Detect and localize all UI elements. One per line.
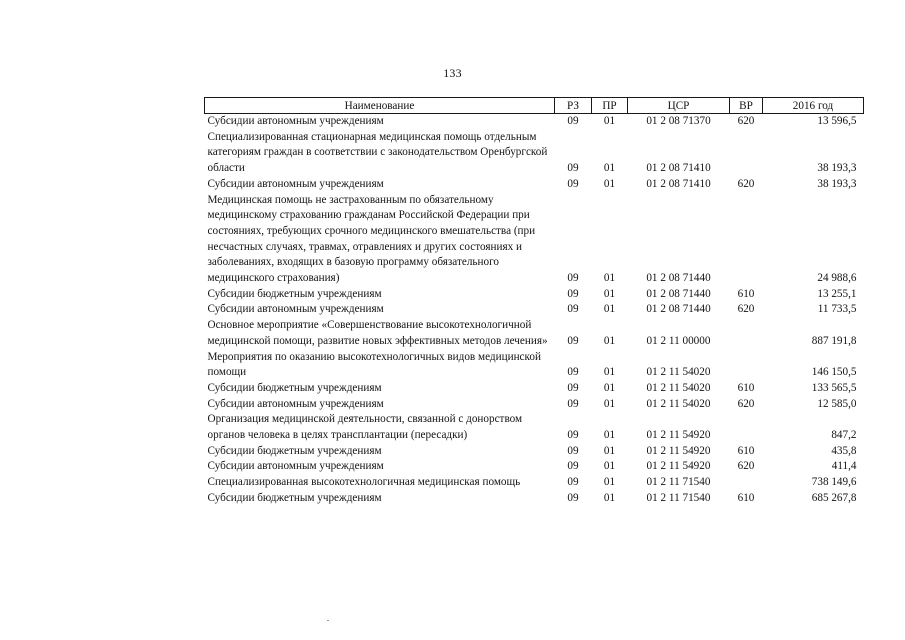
row-name: Субсидии бюджетным учреждениям (207, 287, 382, 300)
page-number: 133 (443, 66, 462, 80)
row-csr: 01 2 08 71410 (646, 177, 711, 190)
row-pr: 01 (603, 115, 616, 127)
row-sum: 12 585,0 (817, 397, 857, 410)
row-csr: 01 2 11 54020 (646, 366, 711, 379)
row-rz: 09 (567, 162, 579, 175)
row-csr: 01 2 08 71410 (646, 162, 711, 175)
table-row (205, 177, 864, 193)
row-sum: 38 193,3 (817, 162, 857, 175)
row-rz: 09 (567, 444, 579, 457)
row-name: Субсидии автономным учреждениям (207, 115, 384, 127)
row-vr (730, 193, 763, 287)
row-pr: 01 (603, 303, 616, 316)
table-row (205, 302, 864, 318)
row-rz: 09 (567, 429, 579, 442)
row-csr: 01 2 08 71440 (646, 287, 711, 300)
row-vr (730, 350, 763, 381)
row-name: Субсидии автономным учреждениям (207, 177, 384, 190)
row-name: Организация медицинской деятельности, связанной с донорством органов человека в целях трансплантации (пересадки) (207, 413, 523, 442)
row-vr (730, 412, 763, 443)
row-sum: 887 191,8 (811, 334, 857, 347)
row-csr: 01 2 08 71370 (646, 115, 711, 127)
row-pr: 01 (603, 381, 616, 394)
row-sum: 738 149,6 (811, 476, 857, 489)
row-rz: 09 (567, 303, 579, 316)
row-sum: 13 596,5 (817, 115, 857, 127)
budget-table (204, 97, 864, 507)
row-pr: 01 (603, 491, 616, 504)
row-csr: 01 2 11 54920 (646, 444, 711, 457)
row-rz: 09 (567, 287, 579, 300)
row-sum: 411,4 (831, 460, 857, 473)
row-csr: 01 2 11 54920 (646, 460, 711, 473)
row-vr: 610 (737, 444, 755, 457)
row-name: Субсидии автономным учреждениям (207, 303, 384, 316)
row-name: Медицинская помощь не застрахованным по обязательному медицинскому страхованию гражданам Российской Федерации при состояниях, требующих срочного медицинского вмешательства (при несчастных случаях, травмах, отравлениях и других состояниях и заболеваниях, входящих в базовую программу обязательного медицинского страхования) (207, 193, 536, 285)
row-sum: 11 733,5 (817, 303, 857, 316)
row-pr: 01 (603, 162, 616, 175)
row-rz: 09 (567, 177, 579, 190)
table-row (205, 350, 864, 381)
row-name: Основное мероприятие «Совершенствование высокотехнологичной медицинской помощи, развитие новых эффективных методов лечения» (207, 319, 548, 347)
row-vr: 620 (737, 397, 755, 410)
row-sum: 133 565,5 (811, 381, 857, 394)
table-row (205, 130, 864, 177)
table-row (205, 318, 864, 349)
row-vr: 620 (737, 303, 755, 316)
row-name: Субсидии бюджетным учреждениям (207, 444, 382, 457)
row-pr: 01 (603, 460, 616, 473)
table-row (205, 397, 864, 413)
row-name: Субсидии бюджетным учреждениям (207, 381, 382, 394)
row-csr: 01 2 11 71540 (646, 491, 711, 504)
row-sum: 24 988,6 (817, 272, 857, 285)
header-sum: 2016 год (763, 98, 864, 114)
row-pr: 01 (603, 287, 616, 300)
row-pr: 01 (603, 177, 616, 190)
row-csr: 01 2 11 54020 (646, 381, 711, 394)
row-vr: 610 (737, 287, 755, 300)
row-vr: 620 (737, 177, 755, 190)
table-row (205, 287, 864, 303)
row-csr: 01 2 11 54920 (646, 429, 711, 442)
table-row (205, 114, 864, 130)
row-rz: 09 (567, 115, 579, 127)
row-pr: 01 (603, 397, 616, 410)
row-pr: 01 (603, 476, 616, 489)
row-rz: 09 (567, 381, 579, 394)
row-pr: 01 (603, 366, 616, 379)
row-rz: 09 (567, 272, 579, 285)
row-name: Мероприятия по оказанию высокотехнологичных видов медицинской помощи (207, 350, 541, 379)
scan-speck (327, 620, 329, 621)
header-csr: ЦСР (628, 98, 730, 114)
row-sum: 146 150,5 (811, 366, 857, 379)
row-name: Субсидии автономным учреждениям (207, 460, 384, 473)
table-row (205, 459, 864, 475)
header-name: Наименование (205, 98, 555, 114)
row-vr: 620 (737, 460, 755, 473)
row-sum: 13 255,1 (817, 287, 857, 300)
table-row (205, 491, 864, 507)
row-pr: 01 (603, 272, 616, 285)
row-sum: 435,8 (831, 444, 857, 457)
header-rz: РЗ (555, 98, 592, 114)
row-name: Специализированная высокотехнологичная медицинская помощь (207, 476, 521, 489)
row-csr: 01 2 08 71440 (646, 303, 711, 316)
row-pr: 01 (603, 429, 616, 442)
table-row (205, 475, 864, 491)
row-rz: 09 (567, 366, 579, 379)
row-vr: 610 (737, 491, 755, 504)
row-vr: 610 (737, 381, 755, 394)
row-csr: 01 2 11 71540 (646, 476, 711, 489)
table-row (205, 412, 864, 443)
row-rz: 09 (567, 397, 579, 410)
row-vr (730, 130, 763, 177)
row-sum: 685 267,8 (811, 491, 857, 504)
row-csr: 01 2 08 71440 (646, 272, 711, 285)
table-row (205, 444, 864, 460)
row-vr: 620 (737, 115, 755, 127)
row-pr: 01 (603, 444, 616, 457)
row-pr: 01 (603, 334, 616, 347)
row-sum: 38 193,3 (817, 177, 857, 190)
row-name: Субсидии бюджетным учреждениям (207, 491, 382, 504)
header-vr: ВР (730, 98, 763, 114)
row-csr: 01 2 11 54020 (646, 397, 711, 410)
row-csr: 01 2 11 00000 (646, 334, 711, 347)
row-name: Субсидии автономным учреждениям (207, 397, 384, 410)
row-rz: 09 (567, 334, 579, 347)
row-rz: 09 (567, 460, 579, 473)
row-rz: 09 (567, 491, 579, 504)
header-pr: ПР (592, 98, 628, 114)
table-header-row (205, 98, 864, 114)
row-name: Специализированная стационарная медицинская помощь отдельным категориям граждан в соответствии с законодательством Оренбургской области (207, 130, 548, 175)
table-row (205, 381, 864, 397)
table-row (205, 193, 864, 287)
row-vr (730, 318, 763, 349)
row-vr (730, 475, 763, 491)
row-rz: 09 (567, 476, 579, 489)
row-sum: 847,2 (831, 429, 857, 442)
